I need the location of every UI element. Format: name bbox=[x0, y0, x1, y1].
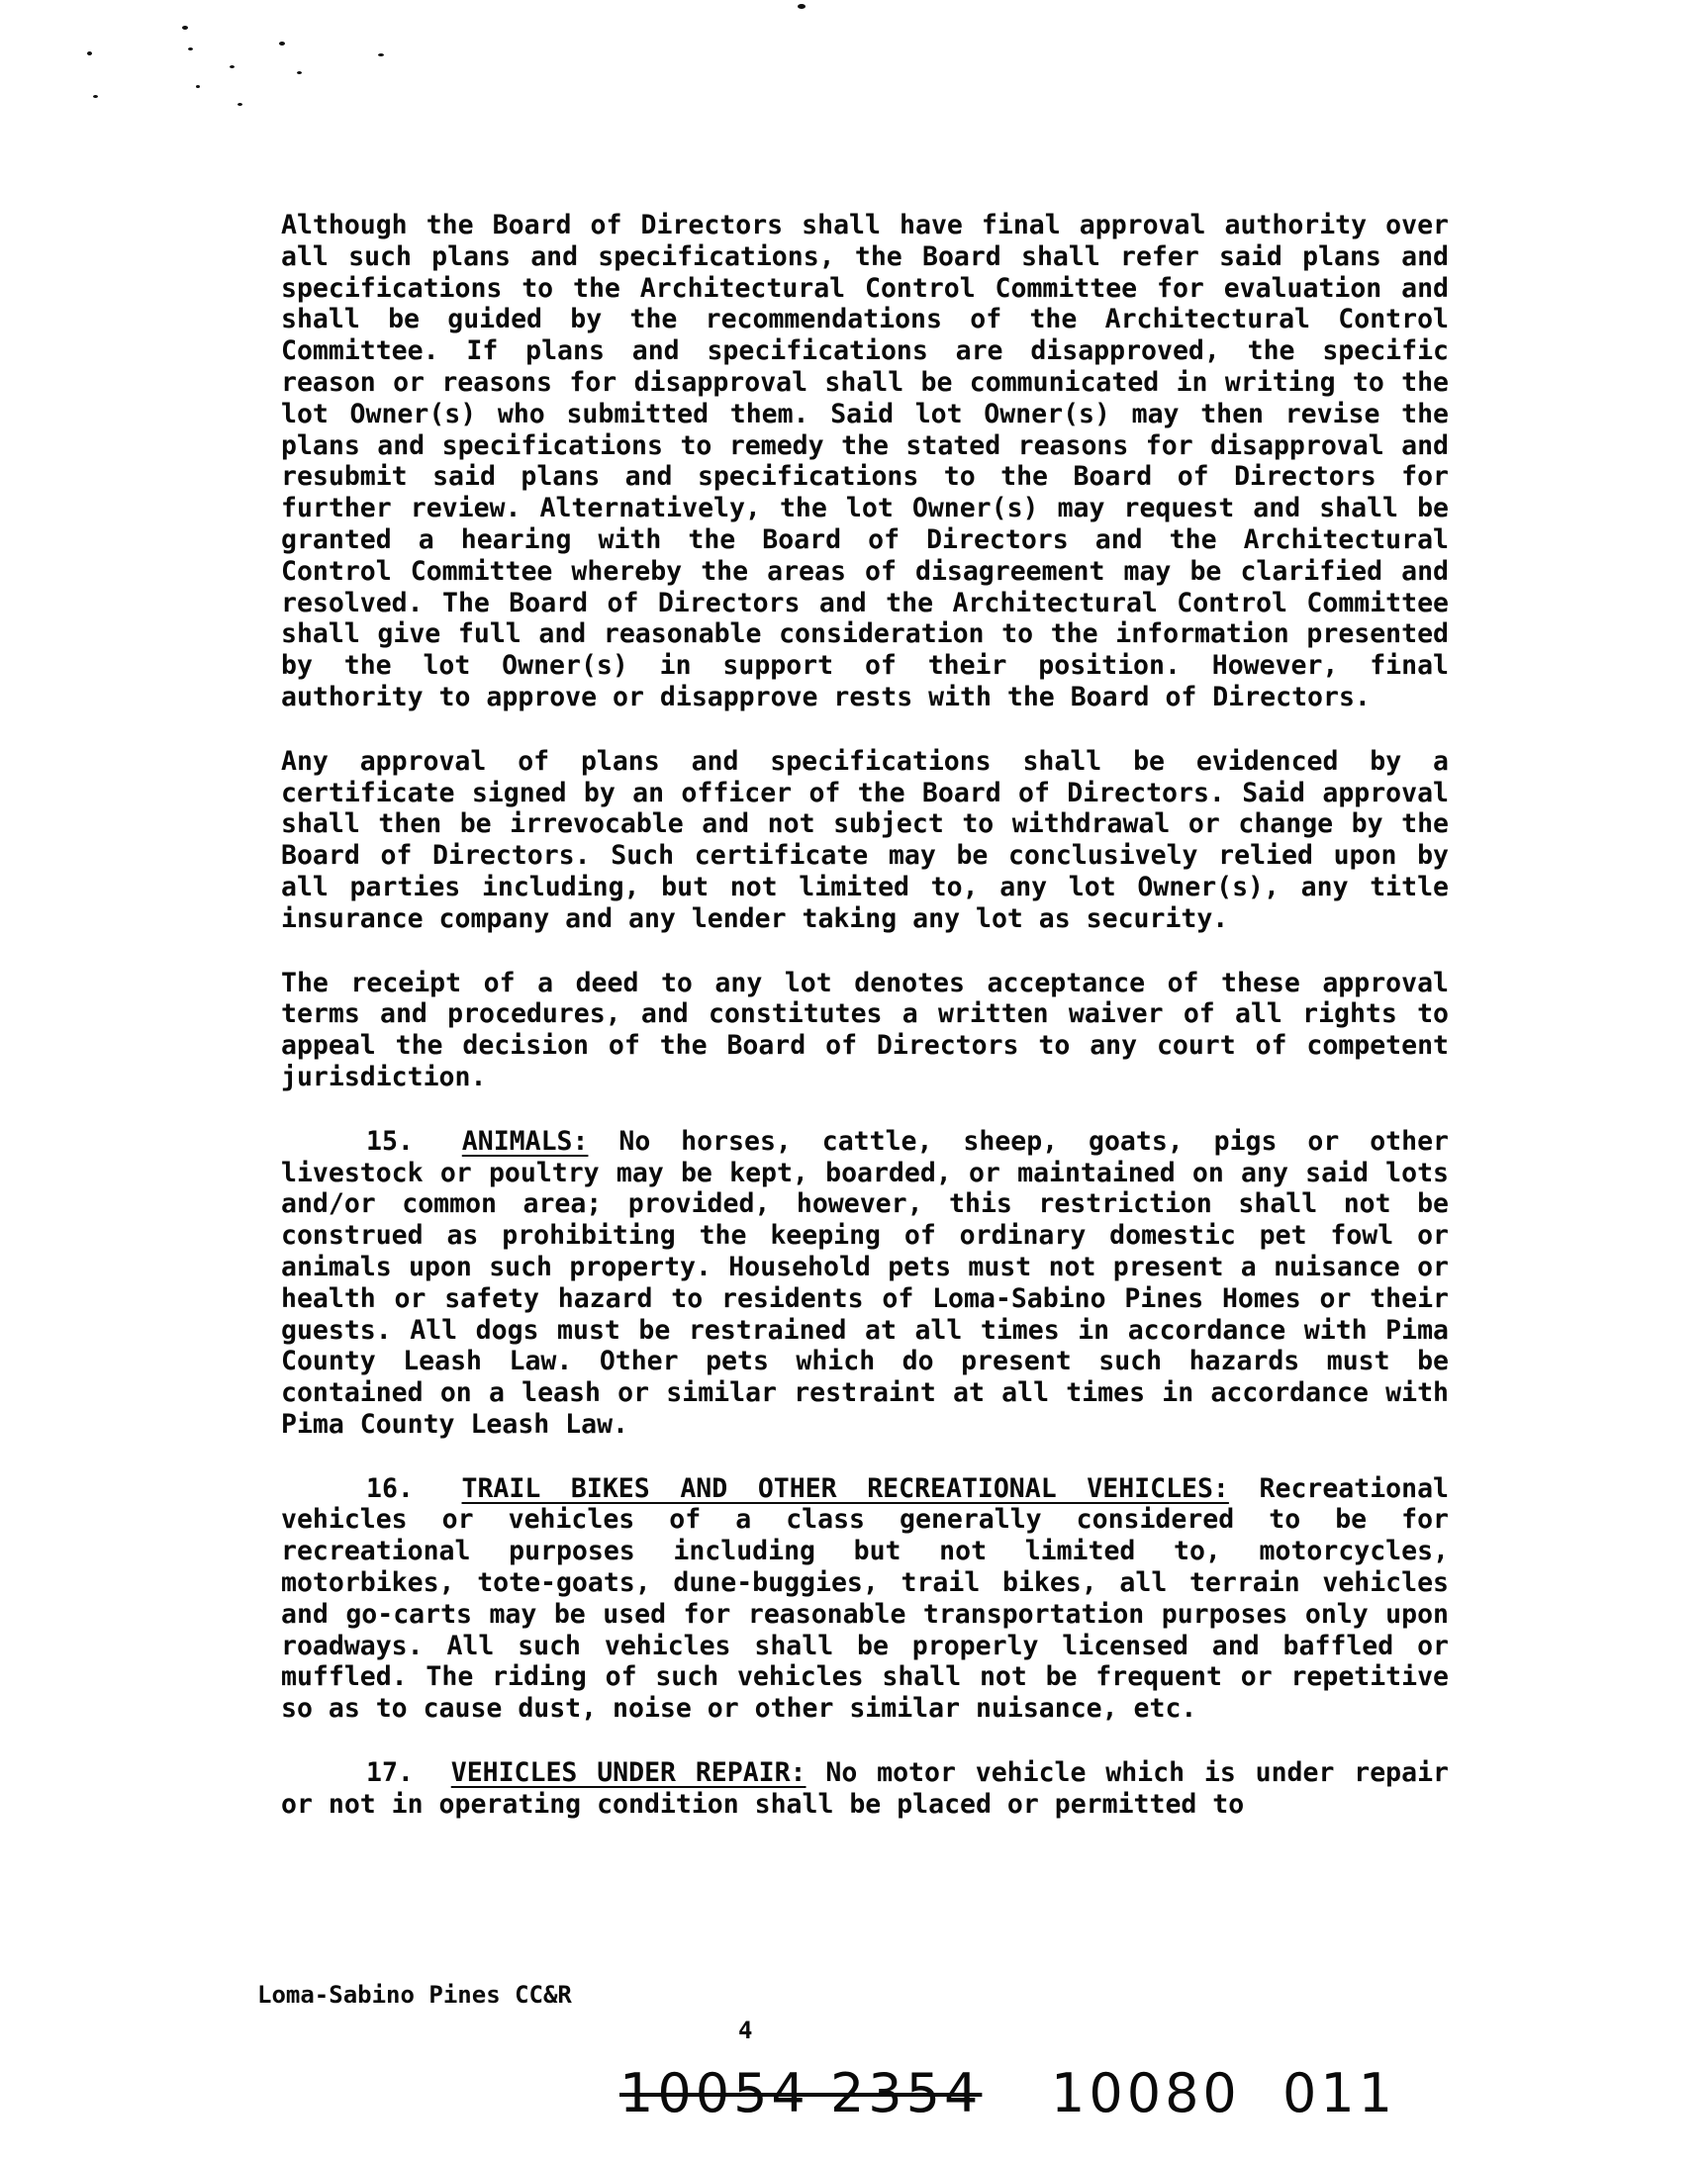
scan-speck bbox=[182, 26, 188, 30]
scan-speck bbox=[378, 53, 384, 56]
section-text: Recreational vehicles or vehicles of a class generally considered to be for recreational purposes including but not limited to, motorcycles, motorbikes, tote-goats, dune-buggies, trail bikes, all terrain vehicles and go-carts may be used for reasonable transportation purposes only upon roadways. All such vehicles shall be properly licensed and baffled or muffled. The riding of such vehicles shall not be frequent or repetitive so as to cause dust, noise or other similar nuisance, etc. bbox=[281, 1472, 1449, 1725]
page-number: 4 bbox=[738, 2017, 753, 2044]
section-animals bbox=[281, 1126, 1449, 1441]
section-heading: ANIMALS: bbox=[461, 1125, 589, 1157]
footer-document-name: Loma-Sabino Pines CC&R bbox=[257, 1981, 572, 2009]
document-body bbox=[281, 210, 1449, 1853]
scan-speck bbox=[279, 42, 285, 46]
section-trail-bikes bbox=[281, 1473, 1449, 1725]
section-text: No horses, cattle, sheep, goats, pigs or other livestock or poultry may be kept, boarded, or maintained on any said lots and/or common area; provided, however, this restriction shall not be construed as prohibiting the keeping of ordinary domestic pet fowl or animals upon such property. Household pets must not present a nuisance or health or safety hazard to residents of Loma-Sabino Pines Homes or their guests. All dogs must be restrained at all times in accordance with Pima County Leash Law. Other pets which do present such hazards must be contained on a leash or similar restraint at all times in accordance with Pima County Leash Law. bbox=[281, 1125, 1449, 1440]
scan-speck bbox=[230, 65, 235, 68]
stamp-number: 10080 bbox=[1051, 2062, 1241, 2124]
scan-speck bbox=[87, 51, 92, 55]
deed-receipt-paragraph: The receipt of a deed to any lot denotes acceptance of these approval terms and procedures, and constitutes a written waiver of all rights to appeal the decision of the Board of Directors to any court of competent jurisdiction. bbox=[281, 967, 1449, 1092]
section-vehicles-under-repair bbox=[281, 1757, 1449, 1821]
approval-certificate-paragraph: Any approval of plans and specifications shall be evidenced by a certificate signed by an officer of the Board of Directors. Said approval shall then be irrevocable and not subject to withdrawal or change by the Board of Directors. Such certificate may be conclusively relied upon by all parties including, but not limited to, any lot Owner(s), any title insurance company and any lender taking any lot as security. bbox=[281, 745, 1449, 934]
scan-speck bbox=[93, 95, 98, 98]
scan-speck bbox=[196, 85, 200, 88]
approval-authority-paragraph: Although the Board of Directors shall have final approval authority over all such plans and specifications, the Board shall refer said plans and specifications to the Architectural Control Committee for evaluation and shall be guided by the recommendations of the Architectural Control Committee. If plans and specifications are disapproved, the specific reason or reasons for disapproval shall be communicated in writing to the lot Owner(s) who submitted them. Said lot Owner(s) may then revise the plans and specifications to remedy the stated reasons for disapproval and resubmit said plans and specifications to the Board of Directors for further review. Alternatively, the lot Owner(s) may request and shall be granted a hearing with the Board of Directors and the Architectural Control Committee whereby the areas of disagreement may be clarified and resolved. The Board of Directors and the Architectural Control Committee shall give full and reasonable consideration to the information presented by the lot Owner(s) in support of their position. However, final authority to approve or disapprove rests with the Board of Directors. bbox=[281, 210, 1449, 712]
scan-speck bbox=[237, 103, 242, 106]
stamp-number-suffix: 011 bbox=[1282, 2062, 1397, 2124]
struck-stamp-number: 10054 2354 bbox=[619, 2062, 983, 2124]
section-heading: VEHICLES UNDER REPAIR: bbox=[450, 1757, 807, 1789]
section-number: 16. bbox=[366, 1472, 414, 1504]
section-number: 15. bbox=[366, 1125, 414, 1157]
scan-speck bbox=[188, 47, 193, 50]
section-heading: TRAIL BIKES AND OTHER RECREATIONAL VEHICLES: bbox=[461, 1472, 1229, 1504]
section-number: 17. bbox=[366, 1757, 414, 1789]
scan-speck bbox=[297, 71, 302, 74]
section-text: No motor vehicle which is under repair or not in operating condition shall be placed or permitted to bbox=[281, 1757, 1449, 1820]
scan-speck bbox=[798, 4, 806, 9]
